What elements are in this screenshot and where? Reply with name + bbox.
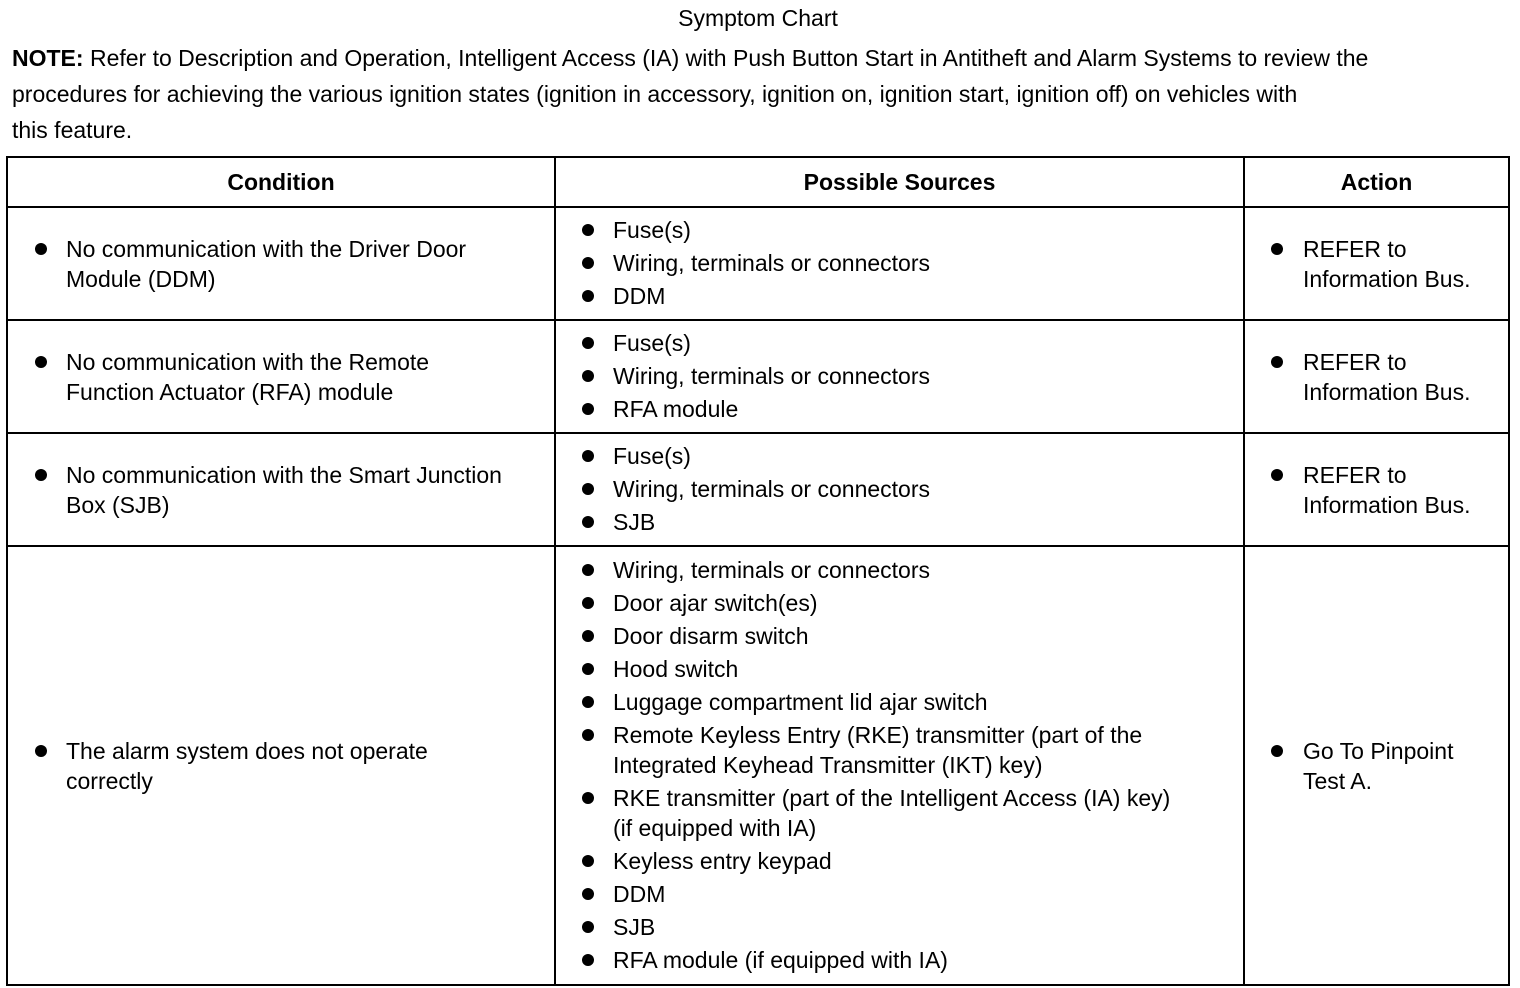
source-text: Keyless entry keypad [613, 848, 832, 874]
bullet-icon [582, 290, 594, 302]
condition-text-line-2: correctly [66, 767, 153, 794]
header-action: Action [1244, 157, 1509, 207]
source-text: DDM [613, 283, 666, 309]
source-item [556, 281, 1243, 311]
bullet-icon [35, 243, 47, 255]
condition-item [8, 347, 554, 407]
source-item [556, 879, 1243, 909]
action-cell [1244, 207, 1509, 320]
source-item [556, 441, 1243, 471]
source-text: SJB [613, 914, 656, 940]
source-text: DDM [613, 881, 666, 907]
action-item [1245, 460, 1508, 520]
bullet-icon [582, 450, 594, 462]
note-text-line-2: procedures for achieving the various ignition states (ignition in accessory, ignition on, ignition start, ignition off) on vehicles with [12, 81, 1298, 107]
action-cell [1244, 320, 1509, 433]
header-condition: Condition [7, 157, 555, 207]
sources-cell [555, 320, 1244, 433]
source-item [556, 588, 1243, 618]
condition-text-line-2: Module (DDM) [66, 265, 216, 292]
condition-item [8, 460, 554, 520]
condition-text-line-1: No communication with the Remote [66, 348, 430, 375]
condition-item [8, 736, 554, 796]
bullet-icon [582, 337, 594, 349]
action-item [1245, 234, 1508, 294]
sources-cell [555, 207, 1244, 320]
bullet-icon [35, 356, 47, 368]
bullet-icon [1271, 745, 1283, 757]
source-item [556, 783, 1243, 843]
bullet-icon [582, 257, 594, 269]
source-item [556, 846, 1243, 876]
condition-cell [7, 546, 555, 985]
action-text-line-1: REFER to [1303, 461, 1407, 488]
sources-cell [555, 433, 1244, 546]
page-title: Symptom Chart [678, 5, 838, 31]
source-text-continued: (if equipped with IA) [613, 815, 817, 841]
action-text-line-1: Go To Pinpoint [1303, 737, 1454, 764]
note-paragraph [12, 40, 1508, 148]
table-row [7, 433, 1509, 546]
bullet-icon [582, 483, 594, 495]
source-text-continued: Integrated Keyhead Transmitter (IKT) key) [613, 752, 1043, 778]
source-text: Fuse(s) [613, 330, 691, 356]
bullet-icon [582, 729, 594, 741]
note-text-line-3: this feature. [12, 117, 133, 143]
bullet-icon [582, 663, 594, 675]
source-item [556, 945, 1243, 975]
condition-item [8, 234, 554, 294]
bullet-icon [1271, 356, 1283, 368]
source-item [556, 394, 1243, 424]
bullet-icon [582, 564, 594, 576]
bullet-icon [582, 224, 594, 236]
source-text: Remote Keyless Entry (RKE) transmitter (part of the [613, 722, 1143, 748]
source-text: Fuse(s) [613, 217, 691, 243]
bullet-icon [582, 855, 594, 867]
condition-text-line-2: Box (SJB) [66, 491, 170, 518]
source-item [556, 912, 1243, 942]
source-item [556, 215, 1243, 245]
table-row [7, 320, 1509, 433]
sources-cell [555, 546, 1244, 985]
action-text-line-2: Test A. [1303, 767, 1373, 794]
action-text-line-1: REFER to [1303, 235, 1407, 262]
source-item [556, 361, 1243, 391]
action-cell [1244, 546, 1509, 985]
action-text-line-2: Information Bus. [1303, 265, 1471, 292]
bullet-icon [1271, 243, 1283, 255]
source-item [556, 720, 1243, 780]
note-label: NOTE: [12, 45, 84, 71]
source-text: Door ajar switch(es) [613, 590, 818, 616]
bullet-icon [582, 792, 594, 804]
symptom-table [6, 156, 1510, 986]
source-item [556, 621, 1243, 651]
source-item [556, 687, 1243, 717]
condition-text-line-1: The alarm system does not operate [66, 737, 428, 764]
source-text: Door disarm switch [613, 623, 809, 649]
condition-cell [7, 320, 555, 433]
bullet-icon [582, 516, 594, 528]
source-text: Hood switch [613, 656, 739, 682]
action-item [1245, 347, 1508, 407]
condition-text-line-2: Function Actuator (RFA) module [66, 378, 394, 405]
condition-text-line-1: No communication with the Driver Door [66, 235, 467, 262]
source-text: Wiring, terminals or connectors [613, 476, 930, 502]
condition-text-line-1: No communication with the Smart Junction [66, 461, 502, 488]
source-item [556, 555, 1243, 585]
table-row [7, 546, 1509, 985]
condition-cell [7, 207, 555, 320]
note-line-1 [12, 40, 1508, 76]
source-text: Wiring, terminals or connectors [613, 557, 930, 583]
bullet-icon [582, 370, 594, 382]
bullet-icon [582, 597, 594, 609]
source-item [556, 654, 1243, 684]
source-text: Wiring, terminals or connectors [613, 250, 930, 276]
bullet-icon [582, 403, 594, 415]
header-possible-sources: Possible Sources [555, 157, 1244, 207]
bullet-icon [582, 630, 594, 642]
source-text: RFA module (if equipped with IA) [613, 947, 948, 973]
bullet-icon [35, 745, 47, 757]
source-text: Luggage compartment lid ajar switch [613, 689, 988, 715]
source-item [556, 474, 1243, 504]
source-text: Wiring, terminals or connectors [613, 363, 930, 389]
source-text: SJB [613, 509, 656, 535]
source-item [556, 507, 1243, 537]
table-header-row [7, 157, 1509, 207]
action-text-line-2: Information Bus. [1303, 378, 1471, 405]
bullet-icon [582, 954, 594, 966]
bullet-icon [582, 921, 594, 933]
source-text: Fuse(s) [613, 443, 691, 469]
table-row [7, 207, 1509, 320]
source-item [556, 328, 1243, 358]
condition-cell [7, 433, 555, 546]
bullet-icon [582, 696, 594, 708]
bullet-icon [1271, 469, 1283, 481]
bullet-icon [35, 469, 47, 481]
action-cell [1244, 433, 1509, 546]
action-text-line-2: Information Bus. [1303, 491, 1471, 518]
action-item [1245, 736, 1508, 796]
bullet-icon [582, 888, 594, 900]
note-text-line-1: Refer to Description and Operation, Intelligent Access (IA) with Push Button Start in Antitheft and Alarm Systems to review the [89, 45, 1369, 71]
source-text: RKE transmitter (part of the Intelligent Access (IA) key) [613, 785, 1171, 811]
action-text-line-1: REFER to [1303, 348, 1407, 375]
source-text: RFA module [613, 396, 739, 422]
source-item [556, 248, 1243, 278]
